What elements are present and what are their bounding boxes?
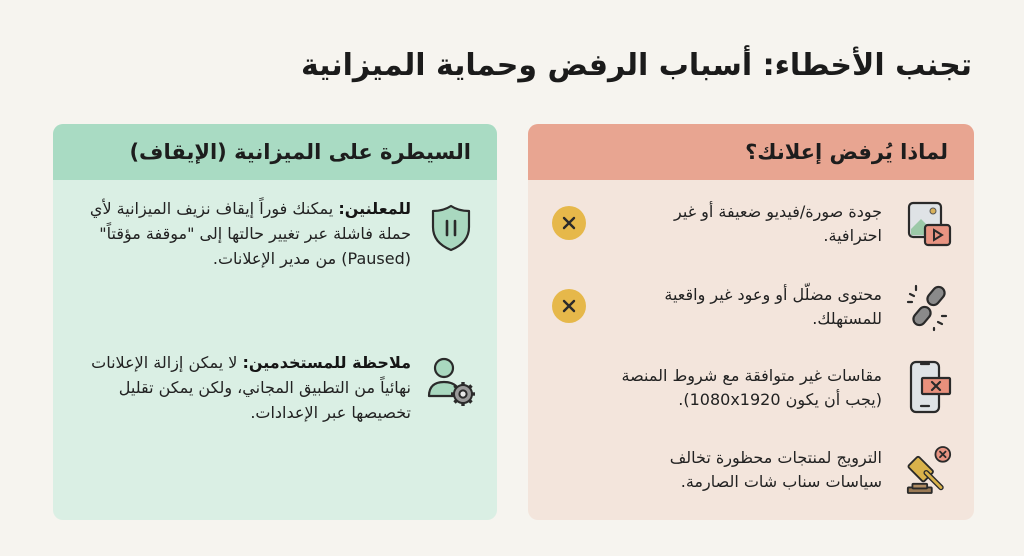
control-item-text xyxy=(71,350,411,425)
rejection-item-prohibited xyxy=(528,442,974,502)
broken-link-icon xyxy=(906,279,952,335)
rejection-panel-header: لماذا يُرفض إعلانك؟ xyxy=(528,124,974,180)
rejection-item-text: جودة صورة/فيديو ضعيفة أو غير احترافية. xyxy=(674,202,882,245)
control-item-text xyxy=(71,196,411,271)
page-title: تجنب الأخطاء: أسباب الرفض وحماية الميزانية xyxy=(300,48,972,83)
phone-wrong-size-icon xyxy=(906,360,952,416)
rejection-item-dimensions xyxy=(528,360,974,420)
control-panel-header: السيطرة على الميزانية (الإيقاف) xyxy=(53,124,497,180)
budget-control-panel xyxy=(53,124,497,520)
x-badge-icon xyxy=(552,206,586,240)
x-badge-icon xyxy=(552,289,586,323)
control-item-users xyxy=(53,350,497,460)
gavel-banned-icon xyxy=(906,442,952,498)
control-item-body: لا يمكن إزالة الإعلانات نهائياً من التطبيق المجاني، ولكن يمكن تقليل تخصيصها عبر الإعدادات. xyxy=(91,353,411,422)
rejection-item-quality xyxy=(528,196,974,256)
rejection-item-text: الترويج لمنتجات محظورة تخالف سياسات سناب شات الصارمة. xyxy=(669,448,882,491)
rejection-item-text: محتوى مضلّل أو وعود غير واقعية للمستهلك. xyxy=(664,285,882,328)
rejection-item-text: مقاسات غير متوافقة مع شروط المنصة (يجب أن يكون 1080x1920). xyxy=(621,366,882,409)
control-item-body: يمكنك فوراً إيقاف نزيف الميزانية لأي حملة فاشلة عبر تغيير حالتها إلى "موقفة مؤقتاً" (Paused) من مدير الإعلانات. xyxy=(89,199,411,268)
shield-pause-icon xyxy=(425,200,477,256)
image-video-icon xyxy=(906,196,952,252)
user-settings-icon xyxy=(425,354,477,410)
rejection-reasons-panel xyxy=(528,124,974,520)
rejection-item-misleading xyxy=(528,279,974,339)
control-item-label: للمعلنين: xyxy=(338,199,411,218)
control-item-advertisers xyxy=(53,196,497,326)
control-item-label: ملاحظة للمستخدمين: xyxy=(242,353,411,372)
